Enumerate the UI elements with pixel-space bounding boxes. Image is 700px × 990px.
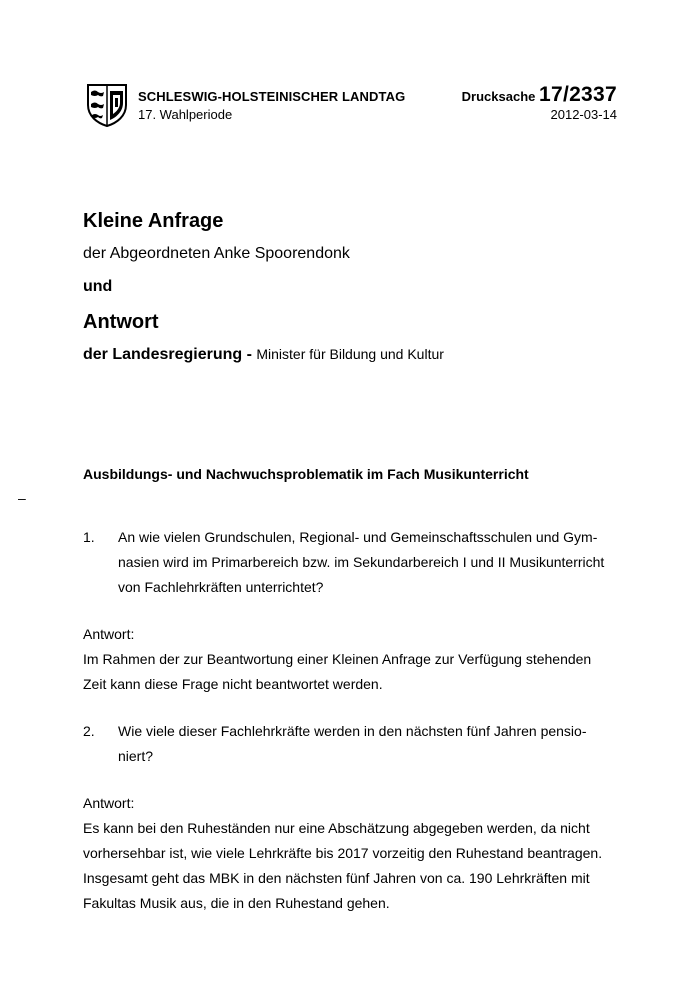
question-2-text: Wie viele dieser Fachlehrkräfte werden in den nächsten fünf Jahren pensio- niert? <box>118 723 587 764</box>
answer-1-line-2: Zeit kann diese Frage nicht beantwortet werden. <box>83 676 383 692</box>
margin-mark: – <box>18 490 26 506</box>
questioner-line: der Abgeordneten Anke Spoorendonk <box>83 245 350 262</box>
answer-2-line-1: Es kann bei den Ruheständen nur eine Abschätzung abgegeben werden, da nicht <box>83 820 590 836</box>
document-date: 2012-03-14 <box>550 107 617 122</box>
antwort-heading: Antwort <box>83 311 159 333</box>
answer-1-label: Antwort: <box>83 626 135 642</box>
question-2-number: 2. <box>83 723 95 739</box>
drucksache-number: 17/2337 <box>538 83 617 106</box>
coat-of-arms-icon <box>86 83 128 127</box>
drucksache-reference <box>462 83 617 107</box>
legislative-period: 17. Wahlperiode <box>138 107 233 122</box>
minister-label: Minister für Bildung und Kultur <box>256 346 444 362</box>
subject-line: Ausbildungs- und Nachwuchsproblematik im Fach Musikunterricht <box>83 466 529 482</box>
question-1-text: An wie vielen Grundschulen, Regional- und Gemeinschaftsschulen und Gym- nasien wird im Primarbereich bzw. im Sekundarbereich I und II Musikunterricht von Fachlehrkräften unterrichtet? <box>118 529 605 595</box>
answer-2-line-3: Insgesamt geht das MBK in den nächsten fünf Jahren von ca. 190 Lehrkräften mit <box>83 870 590 886</box>
landesregierung-label: der Landesregierung - <box>83 346 257 363</box>
kleine-anfrage-heading: Kleine Anfrage <box>83 210 224 232</box>
answer-1-line-1: Im Rahmen der zur Beantwortung einer Kleinen Anfrage zur Verfügung stehenden <box>83 651 592 667</box>
drucksache-label: Drucksache <box>461 89 539 104</box>
answer-2-label: Antwort: <box>83 795 135 811</box>
und-line: und <box>83 278 113 295</box>
parliament-name: SCHLESWIG-HOLSTEINISCHER LANDTAG <box>138 89 406 104</box>
answer-2-line-4: Fakultas Musik aus, die in den Ruhestand gehen. <box>83 895 390 911</box>
responder-line <box>83 346 444 364</box>
answer-2-line-2: vorhersehbar ist, wie viele Lehrkräfte bis 2017 vorzeitig den Ruhestand beantragen. <box>83 845 603 861</box>
question-1-number: 1. <box>83 529 95 545</box>
